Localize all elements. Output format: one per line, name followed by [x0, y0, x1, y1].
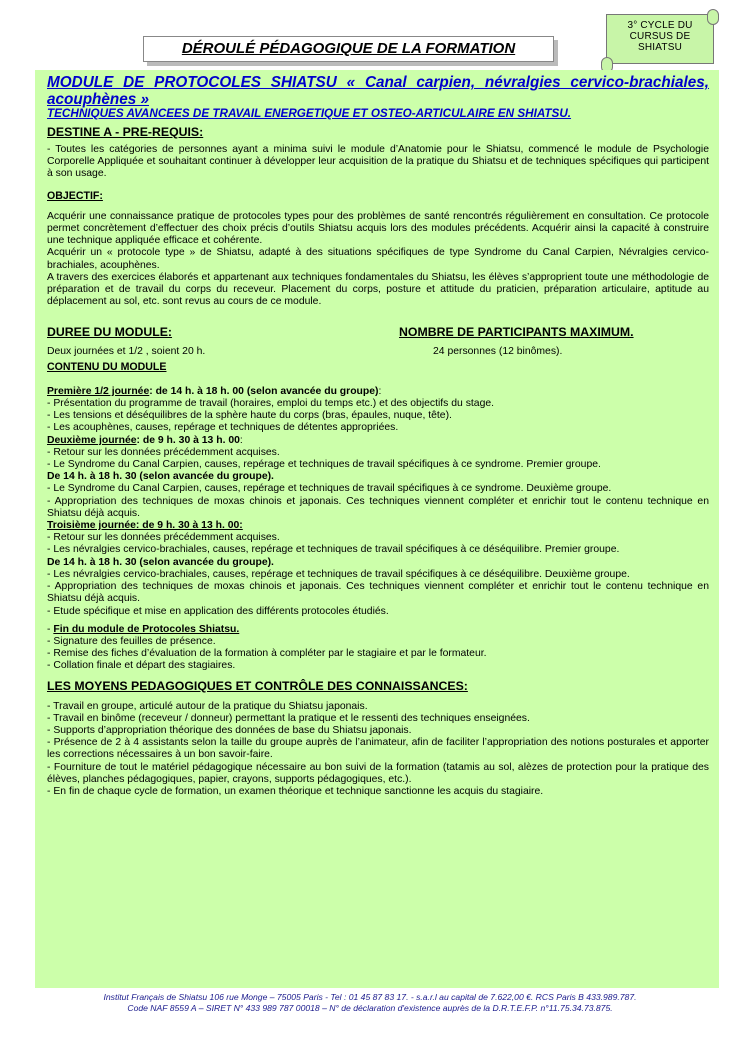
moyens-item: - Présence de 2 à 4 assistants selon la taille du groupe auprès de l’animateur, afin de faciliter l’appropriation des notions posturales et apporter les corrections nécessaires à un bon savoir-faire. [47, 737, 709, 761]
page-title: DÉROULÉ PÉDAGOGIQUE DE LA FORMATION [181, 40, 516, 57]
day1-heading [47, 386, 709, 398]
objectif-heading: OBJECTIF: [47, 189, 103, 202]
duree-heading: DUREE DU MODULE: [47, 325, 173, 340]
moyens-item: - Supports d’appropriation théorique des données de base du Shiatsu japonais. [47, 724, 412, 736]
day2-heading [47, 435, 709, 447]
day2-item: - Retour sur les données précédemment acquises. [47, 446, 280, 458]
objectif-p1: Acquérir une connaissance pratique de protocoles types pour des problèmes de santé rencontrés régulièrement en consultation. Ce protocole permet concrètement d’effectuer des choix précis d’outils Shiatsu acquis lors des modules précédents. Acquérir ainsi la capacité à construire une technique appliquée efficace et cohérente. [47, 210, 709, 247]
cycle-scroll-badge [606, 14, 714, 64]
cycle-line-3: SHIATSU [638, 42, 682, 53]
day2-label: Deuxième journée [47, 434, 137, 446]
participants-value: 24 personnes (12 binômes). [433, 346, 563, 358]
day3-pm-item: - Les névralgies cervico-brachiales, causes, repérage et techniques de travail spécifiques à ce déséquilibre. Deuxième groupe. [47, 568, 630, 580]
page-title-box [143, 36, 554, 62]
day1-item: - Présentation du programme de travail (horaires, emploi du temps etc.) et des objectifs du stage. [47, 398, 495, 410]
day2-colon: : [239, 434, 243, 446]
moyens-item: - Fourniture de tout le matériel pédagogique nécessaire au bon suivi de la formation (tatamis au sol, alèzes de protection pour la pratique des élèves, planches pédagogiques, papier, crayons, supports pédagogiques, etc.). [47, 761, 709, 785]
moyens-heading: LES MOYENS PEDAGOGIQUES ET CONTRÔLE DES CONNAISSANCES: [47, 678, 468, 693]
moyens-item: - Travail en binôme (receveur / donneur) permettant la pratique et le ressenti des techniques enseignées. [47, 712, 530, 724]
contenu-heading: CONTENU DU MODULE [47, 360, 167, 373]
day2-item: - Le Syndrome du Canal Carpien, causes, repérage et techniques de travail spécifiques à ce syndrome. Premier groupe. [47, 459, 601, 471]
fin-item: - Collation finale et départ des stagiaires. [47, 660, 236, 672]
day3-pm-item: - Appropriation des techniques de moxas chinois et japonais. Ces techniques viennent compléter et enrichir tout le contenu technique en Shiatsu déjà acquis. [47, 581, 709, 605]
cycle-line-1: 3° CYCLE DU [627, 20, 693, 31]
day1-label: Première 1/2 journée [47, 385, 150, 397]
destine-heading: DESTINE A - PRE-REQUIS: [47, 125, 204, 139]
cycle-line-2: CURSUS DE [629, 31, 691, 42]
fin-item: - Signature des feuilles de présence. [47, 635, 216, 647]
module-subtitle: TECHNIQUES AVANCEES DE TRAVAIL ENERGETIQUE ET OSTEO-ARTICULAIRE EN SHIATSU. [47, 107, 572, 120]
day2-pm-item: - Le Syndrome du Canal Carpien, causes, repérage et techniques de travail spécifiques à ce syndrome. Deuxième groupe. [47, 483, 612, 495]
day3-afternoon-heading: De 14 h. à 18 h. 30 (selon avancée du groupe). [47, 556, 274, 568]
duree-participants-headings [47, 325, 709, 339]
day3-pm-item: - Etude spécifique et mise en application des différents protocoles étudiés. [47, 605, 389, 617]
day3-item: - Retour sur les données précédemment acquises. [47, 532, 280, 544]
participants-heading: NOMBRE DE PARTICIPANTS MAXIMUM. [399, 325, 634, 340]
day1-item: - Les tensions et déséquilibres de la sphère haute du corps (bras, épaules, nuque, tête). [47, 410, 452, 422]
day1-time: : de 14 h. à 18 h. 00 (selon avancée du groupe) [149, 385, 379, 397]
day3-item: - Les névralgies cervico-brachiales, causes, repérage et techniques de travail spécifiques à ce déséquilibre. Premier groupe. [47, 544, 620, 556]
day2-afternoon-heading: De 14 h. à 18 h. 30 (selon avancée du groupe). [47, 471, 274, 483]
moyens-list [47, 701, 709, 799]
day2-time: : de 9 h. 30 à 13 h. 00 [136, 434, 240, 446]
module-title: MODULE DE PROTOCOLES SHIATSU « Canal carpien, névralgies cervico-brachiales, acouphènes » [47, 74, 709, 108]
moyens-item: - Travail en groupe, articulé autour de la pratique du Shiatsu japonais. [47, 700, 368, 712]
fin-heading [47, 624, 709, 636]
destine-text: - Toutes les catégories de personnes ayant a minima suivi le module d’Anatomie pour le Shiatsu, commencé le module de Psychologie Corporelle Appliquée et souhaitant continuer à développer leur acquisition de la pratique du Shiatsu et de techniques spécifiques qui participent à son usage. [47, 144, 709, 180]
footer-line-1: Institut Français de Shiatsu 106 rue Monge – 75005 Paris - Tel : 01 45 87 83 17. - s.a.r.l au capital de 7.622,00 €. RCS Paris B 433.989.787. [103, 992, 637, 1002]
day1-colon: : [378, 385, 382, 397]
duree-participants-values [47, 346, 709, 358]
objectif-p3: A travers des exercices élaborés et appartenant aux techniques fondamentales du Shiatsu, les élèves s’approprient toute une méthodologie de préparation et de travail du corps du receveur. Placement du corps, posture et attitude du praticien, préparation articulaire, aptitude au déplacement au sol, etc. sont revus au cours de ce module. [47, 271, 709, 308]
fin-label: Fin du module de Protocoles Shiatsu. [53, 623, 240, 635]
duree-value: Deux journées et 1/2 , soient 20 h. [47, 346, 206, 358]
footer [0, 992, 740, 1014]
content-panel [35, 70, 719, 988]
fin-item: - Remise des fiches d’évaluation de la formation à compléter par le stagiaire et par le formateur. [47, 648, 487, 660]
day2-pm-item: - Appropriation des techniques de moxas chinois et japonais. Ces techniques viennent compléter et enrichir tout le contenu technique en Shiatsu déjà acquis. [47, 495, 709, 519]
footer-line-2: Code NAF 8559 A – SIRET N° 433 989 787 00018 – N° de déclaration d'existence auprès de la D.R.T.E.F.P. n°11.75.34.73.875. [127, 1003, 613, 1013]
moyens-item: - En fin de chaque cycle de formation, un examen théorique et technique sanctionne les acquis du stagiaire. [47, 785, 544, 797]
objectif-p2: Acquérir un « protocole type » de Shiatsu, adapté à des situations spécifiques de type Syndrome du Canal Carpien, Névralgies cervico-brachiales, acouphènes. [47, 247, 709, 271]
day1-item: - Les acouphènes, causes, repérage et techniques de détentes appropriées. [47, 422, 399, 434]
fin-dash: - [47, 623, 54, 635]
day3-heading: Troisième journée: de 9 h. 30 à 13 h. 00: [47, 520, 243, 532]
